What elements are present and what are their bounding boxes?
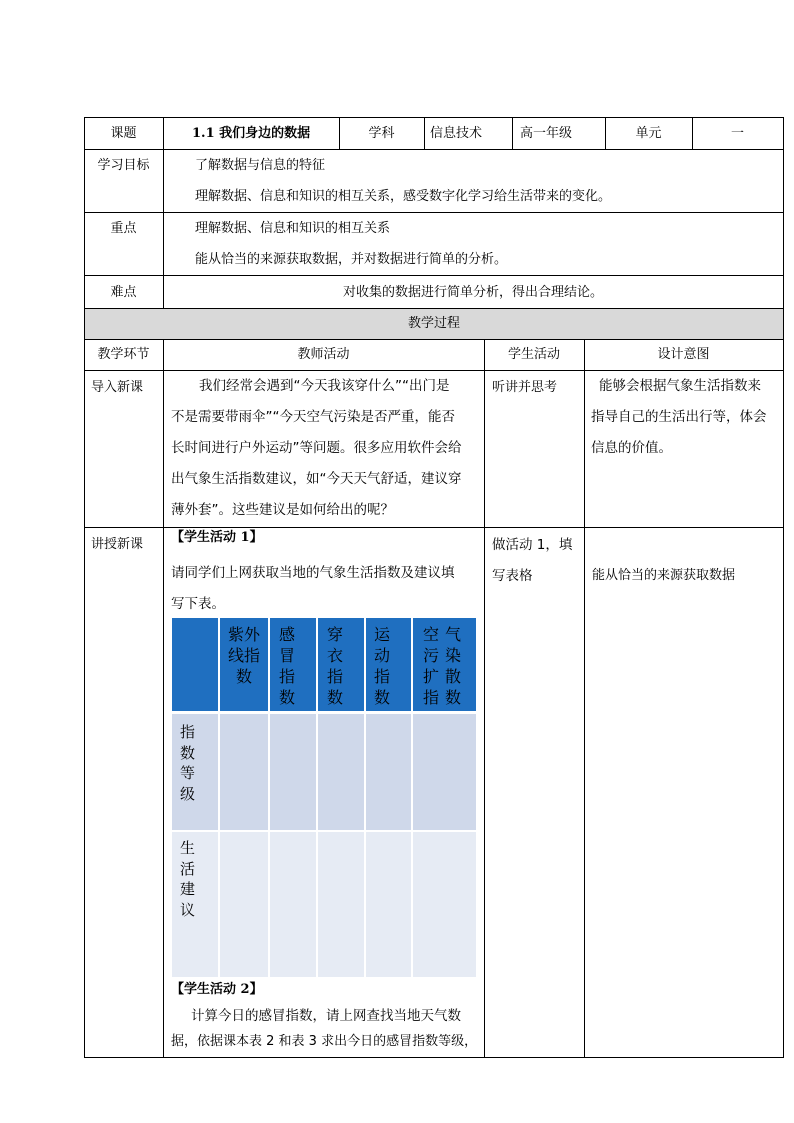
column-intent: 设计意图 <box>657 347 710 362</box>
lesson-intent: 能从恰当的来源获取数据 <box>592 568 736 583</box>
table-cell <box>318 714 364 830</box>
lesson-student-text: 做活动 1，填 写表格 <box>492 537 573 584</box>
row-label-index-level: 指数等级 <box>180 723 196 803</box>
objective-line-1: 了解数据与信息的特征 <box>195 158 326 173</box>
lesson-label: 课题 <box>110 126 137 141</box>
header-air-pollution-index: 空气污染扩散指数 <box>422 625 467 707</box>
subject-value: 信息技术 <box>430 126 483 141</box>
column-student: 学生活动 <box>507 347 560 362</box>
objective-line-2: 理解数据、信息和知识的相互关系，感受数字化学习给生活带来的变化。 <box>195 189 612 204</box>
header-sport-index: 运动指数 <box>373 625 390 707</box>
intro-student: 听讲并思考 <box>492 380 558 395</box>
header-cold-index: 感冒指数 <box>278 625 295 707</box>
difficulty-label: 难点 <box>110 285 137 300</box>
header-dress-index: 穿衣指数 <box>326 625 343 707</box>
unit-label: 单元 <box>635 126 662 141</box>
intro-stage: 导入新课 <box>91 380 144 395</box>
unit-value: 一 <box>730 126 744 141</box>
key-points-label: 重点 <box>110 221 137 236</box>
intro-intent-text: 能够会根据气象生活指数来 指导自己的生活出行等，体会 信息的价值。 <box>591 378 767 456</box>
activity2-title: 【学生活动 2】 <box>171 982 263 997</box>
key-point-line-2: 能从恰当的来源获取数据，并对数据进行简单的分析。 <box>195 252 508 267</box>
lesson-title: 1.1 我们身边的数据 <box>192 126 311 141</box>
subject-label: 学科 <box>368 126 395 141</box>
row-label-life-advice: 生活建议 <box>180 839 196 919</box>
table-cell <box>366 832 411 977</box>
activity1-title: 【学生活动 1】 <box>171 530 263 545</box>
grade-value: 高一年级 <box>520 126 573 141</box>
table-cell <box>270 832 316 977</box>
table-cell <box>366 714 411 830</box>
table-corner-cell <box>172 618 218 711</box>
key-point-line-1: 理解数据、信息和知识的相互关系 <box>195 221 391 236</box>
activity2-text: 计算今日的感冒指数，请上网查找当地天气数 据，依据课本表 2 和表 3 求出今日的感冒指数等级， <box>171 1008 478 1049</box>
table-cell <box>270 714 316 830</box>
table-cell <box>413 832 476 977</box>
lesson-stage: 讲授新课 <box>91 537 144 552</box>
table-cell <box>318 832 364 977</box>
intro-teacher-text: 我们经常会遇到“今天我该穿什么”“出门是 不是需要带雨伞”“今天空气污染是否严重，能否 长时间进行户外运动”等问题。很多应用软件会给 出气象生活指数建议，如“今天天气舒适，建议穿 薄外套”。这些建议是如何给出的呢？ <box>171 378 462 518</box>
table-cell <box>220 832 268 977</box>
table-cell <box>413 714 476 830</box>
objectives-label: 学习目标 <box>97 158 150 173</box>
process-title: 教学过程 <box>407 316 460 331</box>
column-stage: 教学环节 <box>97 347 150 362</box>
difficulty-text: 对收集的数据进行简单分析，得出合理结论。 <box>342 285 603 300</box>
column-teacher: 教师活动 <box>297 347 350 362</box>
activity1-text: 请同学们上网获取当地的气象生活指数及建议填 写下表。 <box>171 565 455 612</box>
table-cell <box>220 714 268 830</box>
header-uv-index: 紫外线指数 <box>227 625 260 686</box>
